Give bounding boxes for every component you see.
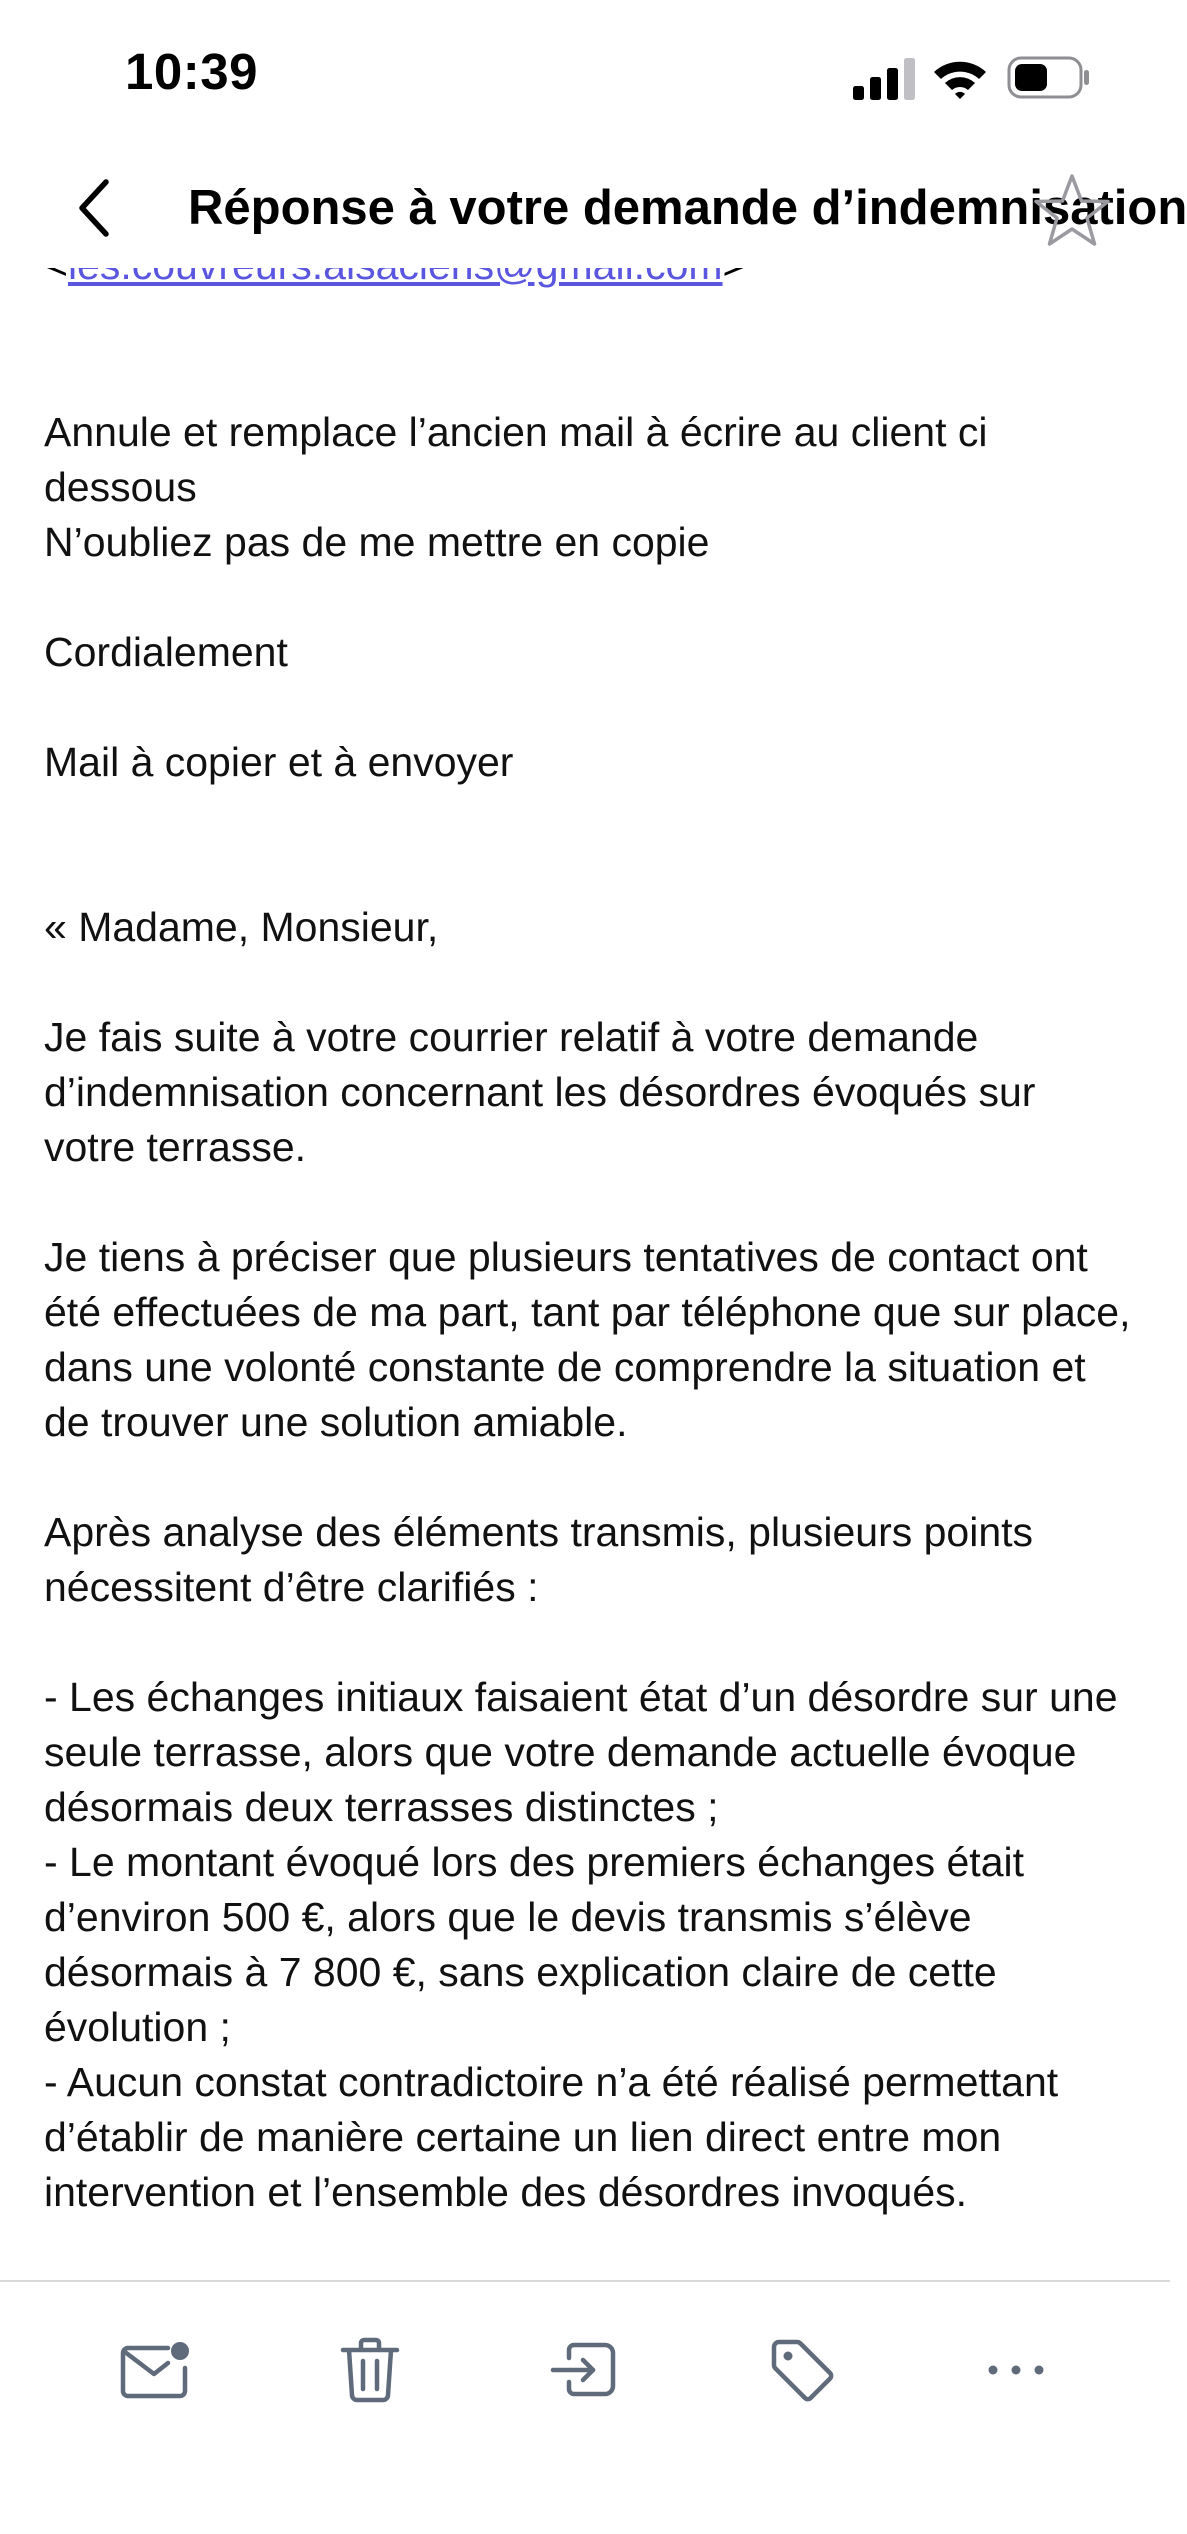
star-button[interactable] bbox=[1030, 168, 1114, 252]
closing-line: Cordialement bbox=[44, 629, 288, 675]
bullet-point-3: - Aucun constat contradictoire n’a été réalisé permettant d’établir de manière certaine un lien direct entre mon intervention et l’ensemble des désordres invoqués. bbox=[44, 2059, 1059, 2215]
bullet-point-1: - Les échanges initiaux faisaient état d’un désordre sur une seule terrasse, alors que votre demande actuelle évoque désormais deux terrasses distinctes ; bbox=[44, 1674, 1118, 1830]
more-icon bbox=[985, 2362, 1047, 2378]
nav-bar bbox=[0, 150, 1187, 268]
trash-icon bbox=[339, 2337, 401, 2403]
mark-unread-button[interactable] bbox=[116, 2330, 196, 2410]
paragraph-3: Après analyse des éléments transmis, plusieurs points nécessitent d’être clarifiés : bbox=[44, 1509, 1034, 1610]
more-button[interactable] bbox=[976, 2330, 1056, 2410]
move-button[interactable] bbox=[544, 2330, 624, 2410]
instruction-line: Mail à copier et à envoyer bbox=[44, 739, 514, 785]
greeting-line: « Madame, Monsieur, bbox=[44, 904, 439, 950]
back-button[interactable] bbox=[56, 170, 132, 246]
bullet-point-2: - Le montant évoqué lors des premiers échanges était d’environ 500 €, alors que le devis transmis s’élève désormais à 7 800 €, sans explication claire de cette évolution ; bbox=[44, 1839, 1024, 2050]
intro-line-1: Annule et remplace l’ancien mail à écrire au client ci dessous bbox=[44, 409, 988, 510]
move-to-folder-icon bbox=[549, 2340, 619, 2400]
status-time: 10:39 bbox=[125, 43, 258, 100]
intro-line-2: N’oubliez pas de me mettre en copie bbox=[44, 519, 710, 565]
paragraph-1: Je fais suite à votre courrier relatif à votre demande d’indemnisation concernant les désordres évoqués sur votre terrasse. bbox=[44, 1014, 1036, 1170]
delete-button[interactable] bbox=[330, 2330, 410, 2410]
mail-unread-icon bbox=[120, 2338, 192, 2402]
nav-title: Réponse à votre demande d’indemnisation bbox=[188, 181, 1187, 235]
bottom-toolbar bbox=[0, 2280, 1170, 2534]
star-outline-icon bbox=[1033, 173, 1111, 247]
tag-button[interactable] bbox=[762, 2330, 842, 2410]
email-body-text bbox=[44, 405, 1134, 2220]
paragraph-2: Je tiens à préciser que plusieurs tentatives de contact ont été effectuées de ma part, tant par téléphone que sur place, dans une volonté constante de comprendre la situation et de trouver une solution amiable. bbox=[44, 1234, 1131, 1445]
tag-icon bbox=[769, 2337, 835, 2403]
chevron-left-icon bbox=[72, 176, 116, 240]
